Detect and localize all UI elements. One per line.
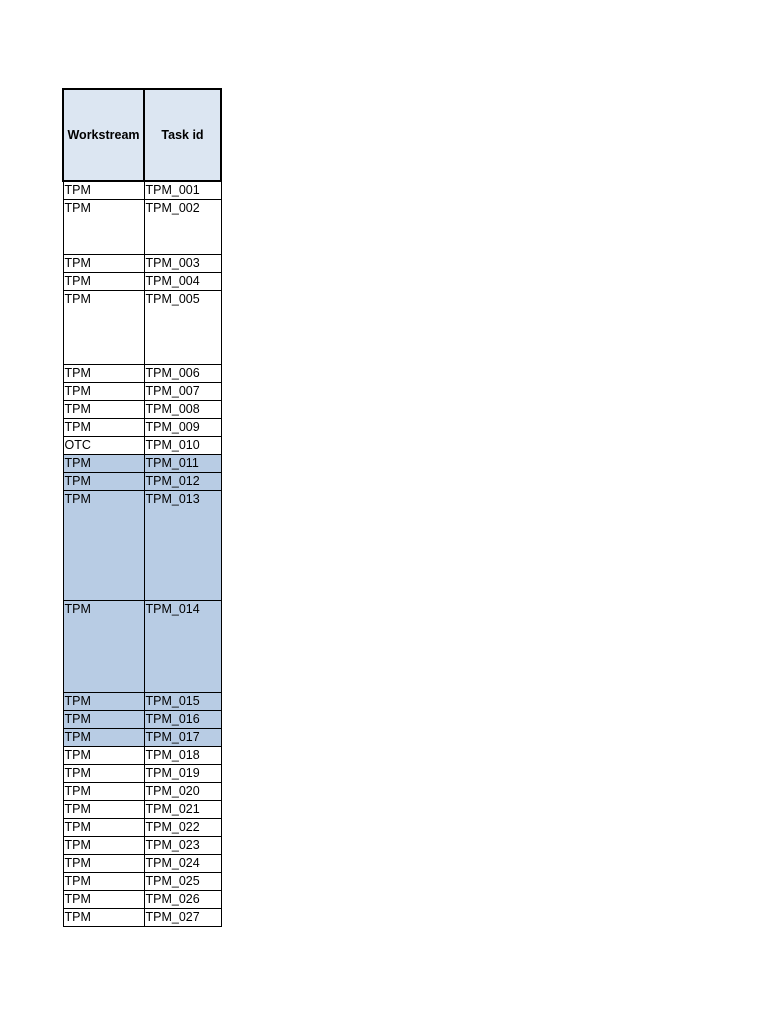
table-row [63,491,221,601]
table-body [63,181,221,927]
task-table [62,88,222,927]
table-row [63,783,221,801]
cell-workstream[interactable]: TPM [63,801,144,819]
table-row [63,291,221,365]
cell-workstream[interactable]: TPM [63,200,144,255]
cell-task-id[interactable]: TPM_022 [144,819,221,837]
table-row [63,181,221,200]
table-row [63,855,221,873]
table-row [63,455,221,473]
table-row [63,419,221,437]
cell-task-id[interactable]: TPM_015 [144,693,221,711]
cell-workstream[interactable]: TPM [63,693,144,711]
cell-workstream[interactable]: OTC [63,437,144,455]
table-row [63,383,221,401]
header-row [63,89,221,181]
cell-task-id[interactable]: TPM_003 [144,255,221,273]
table-row [63,693,221,711]
cell-workstream[interactable]: TPM [63,601,144,693]
column-header-task-id[interactable]: Task id [144,89,221,181]
table-row [63,819,221,837]
cell-task-id[interactable]: TPM_006 [144,365,221,383]
cell-task-id[interactable]: TPM_014 [144,601,221,693]
cell-workstream[interactable]: TPM [63,455,144,473]
cell-task-id[interactable]: TPM_026 [144,891,221,909]
cell-task-id[interactable]: TPM_011 [144,455,221,473]
table-row [63,891,221,909]
cell-workstream[interactable]: TPM [63,383,144,401]
cell-task-id[interactable]: TPM_023 [144,837,221,855]
table-row [63,837,221,855]
table-row [63,255,221,273]
cell-workstream[interactable]: TPM [63,419,144,437]
cell-workstream[interactable]: TPM [63,291,144,365]
table-row [63,273,221,291]
cell-task-id[interactable]: TPM_004 [144,273,221,291]
column-header-workstream[interactable]: Workstream [63,89,144,181]
cell-workstream[interactable]: TPM [63,181,144,200]
cell-task-id[interactable]: TPM_010 [144,437,221,455]
cell-workstream[interactable]: TPM [63,491,144,601]
table-row [63,473,221,491]
cell-workstream[interactable]: TPM [63,747,144,765]
cell-task-id[interactable]: TPM_001 [144,181,221,200]
cell-task-id[interactable]: TPM_017 [144,729,221,747]
table-row [63,200,221,255]
cell-task-id[interactable]: TPM_024 [144,855,221,873]
cell-workstream[interactable]: TPM [63,855,144,873]
cell-workstream[interactable]: TPM [63,783,144,801]
cell-task-id[interactable]: TPM_021 [144,801,221,819]
table-row [63,601,221,693]
table-row [63,729,221,747]
cell-task-id[interactable]: TPM_020 [144,783,221,801]
table-row [63,801,221,819]
cell-workstream[interactable]: TPM [63,909,144,927]
cell-workstream[interactable]: TPM [63,729,144,747]
table-row [63,437,221,455]
table-row [63,401,221,419]
cell-workstream[interactable]: TPM [63,891,144,909]
table-row [63,873,221,891]
cell-task-id[interactable]: TPM_002 [144,200,221,255]
cell-workstream[interactable]: TPM [63,255,144,273]
table-row [63,765,221,783]
cell-task-id[interactable]: TPM_018 [144,747,221,765]
cell-workstream[interactable]: TPM [63,711,144,729]
table-row [63,365,221,383]
cell-workstream[interactable]: TPM [63,365,144,383]
cell-task-id[interactable]: TPM_025 [144,873,221,891]
table-row [63,909,221,927]
spreadsheet-area [62,88,222,927]
cell-task-id[interactable]: TPM_013 [144,491,221,601]
cell-workstream[interactable]: TPM [63,765,144,783]
cell-task-id[interactable]: TPM_027 [144,909,221,927]
cell-workstream[interactable]: TPM [63,401,144,419]
cell-workstream[interactable]: TPM [63,873,144,891]
table-row [63,711,221,729]
cell-task-id[interactable]: TPM_019 [144,765,221,783]
cell-task-id[interactable]: TPM_007 [144,383,221,401]
cell-task-id[interactable]: TPM_012 [144,473,221,491]
cell-workstream[interactable]: TPM [63,473,144,491]
cell-task-id[interactable]: TPM_005 [144,291,221,365]
cell-workstream[interactable]: TPM [63,819,144,837]
cell-task-id[interactable]: TPM_009 [144,419,221,437]
cell-workstream[interactable]: TPM [63,837,144,855]
cell-task-id[interactable]: TPM_008 [144,401,221,419]
table-row [63,747,221,765]
cell-task-id[interactable]: TPM_016 [144,711,221,729]
cell-workstream[interactable]: TPM [63,273,144,291]
